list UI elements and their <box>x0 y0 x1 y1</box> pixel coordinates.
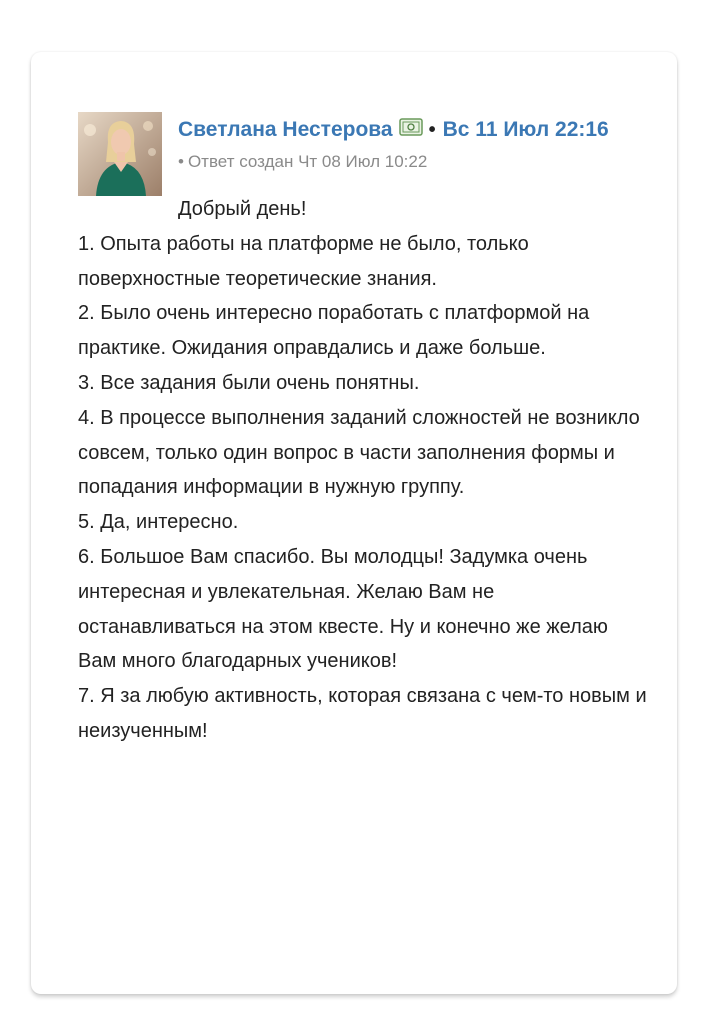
comment-body <box>78 192 648 749</box>
avatar[interactable] <box>78 112 162 196</box>
author-name-link[interactable]: Светлана Нестерова <box>178 118 393 141</box>
answer-line-2: 2. Было очень интересно поработать с платформой на практике. Ожидания оправдались и даже больше. <box>78 302 590 360</box>
answer-line-7: 7. Я за любую активность, которая связана с чем-то новым и неизученным! <box>78 685 647 742</box>
meta-bullet: • <box>178 152 184 171</box>
answer-line-1: 1. Опыта работы на платформе не было, только поверхностные теоретические знания. <box>78 232 529 290</box>
answer-line-5: 5. Да, интересно. <box>78 511 239 534</box>
answer-line-6: 6. Большое Вам спасибо. Вы молодцы! Задумка очень интересная и увлекательная. Желаю Вам не останавливаться на этом квесте. Ну и конечно же желаю Вам много благодарных учеников! <box>78 545 608 673</box>
answer-line-4: 4. В процессе выполнения заданий сложностей не возникло совсем, только один вопрос в части заполнения формы и попадания информации в нужную группу. <box>78 406 640 499</box>
money-bill-icon <box>399 118 423 142</box>
answer-created-meta <box>178 152 427 172</box>
comment-card <box>31 52 677 994</box>
separator-dot: • <box>428 118 436 141</box>
post-date-link[interactable]: Вс 11 Июл 22:16 <box>442 118 609 141</box>
greeting-text: Добрый день! <box>178 198 307 220</box>
answer-line-3: 3. Все задания были очень понятны. <box>78 371 420 394</box>
comment-header <box>178 114 609 146</box>
avatar-photo <box>78 112 162 196</box>
answer-created-text: Ответ создан Чт 08 Июл 10:22 <box>187 152 428 171</box>
